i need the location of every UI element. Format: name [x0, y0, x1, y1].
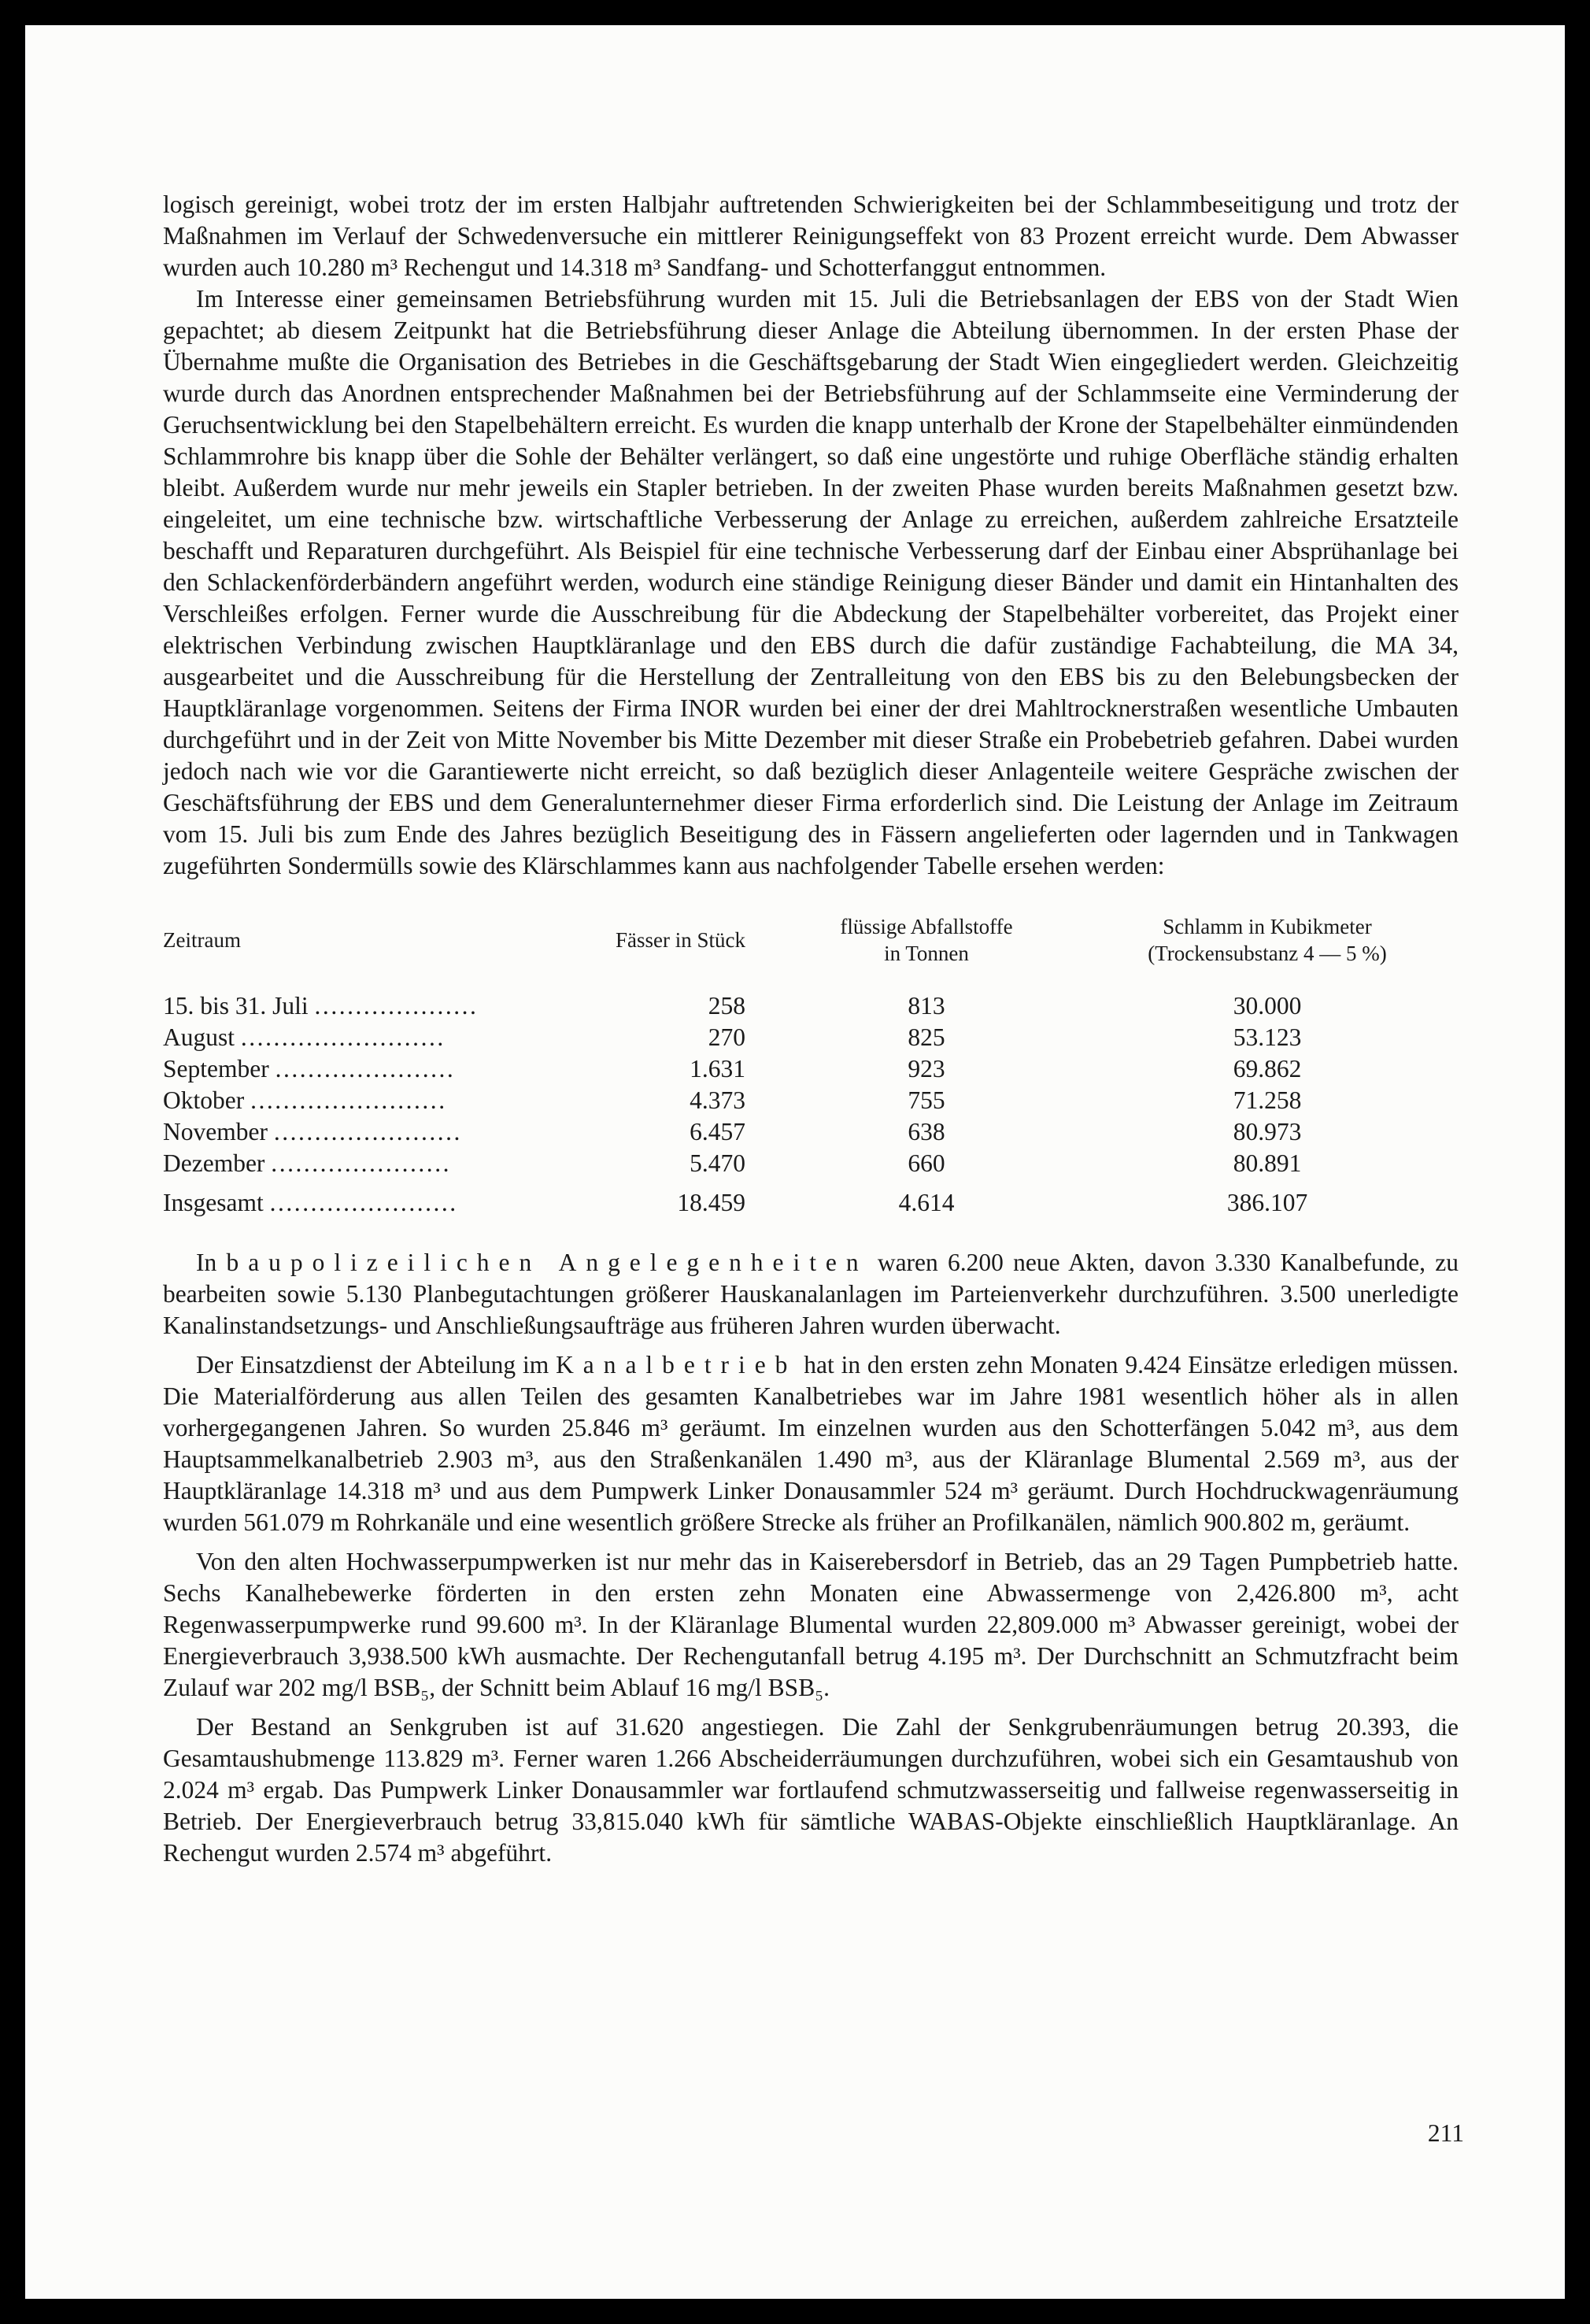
total-label: Insgesamt [163, 1189, 264, 1216]
header-schlamm [1076, 913, 1459, 967]
row-label: November [163, 1118, 268, 1145]
leader-dots: ...................... [271, 1149, 451, 1177]
cell-faesser: 258 [708, 992, 745, 1020]
cell-schlamm: 80.973 [1233, 1118, 1302, 1145]
paragraph-3 [163, 1247, 1459, 1341]
cell-schlamm: 71.258 [1233, 1086, 1302, 1114]
cell-faesser: 270 [708, 1023, 745, 1051]
cell-fluessig: 825 [908, 1023, 945, 1051]
cell-faesser: 1.631 [690, 1055, 745, 1082]
total-fluessig: 4.614 [898, 1189, 955, 1216]
leader-dots: ....................... [269, 1189, 458, 1216]
leader-dots: .................... [314, 992, 479, 1020]
cell-schlamm: 53.123 [1233, 1023, 1302, 1051]
cell-fluessig: 660 [908, 1149, 945, 1177]
page-number: 211 [1427, 2119, 1464, 2147]
header-fluessig-line1: flüssige Abfallstoffe [840, 915, 1013, 938]
paragraph-5: Von den alten Hochwasserpumpwerken ist nur mehr das in Kaiserebersdorf in Betrieb, das an 29 Tagen Pumpbetrieb hatte. Sechs Kanalhebewerke förderten in den ersten zehn Monaten eine Abwassermenge von 2,426.800 m³, acht Regenwasserpumpwerke rund 99.600 m³. In der Kläranlage Blumental wurden 22,809.000 m³ Abwasser gereinigt, wobei der Energieverbrauch 3,938.500 kWh ausmachte. Der Rechengutanfall betrug 4.195 m³. Der Durchschnitt an Schmutzfracht beim Zulauf war 202 mg/l BSB₅, der Schnitt beim Ablauf 16 mg/l BSB₅. [163, 1548, 1459, 1701]
cell-fluessig: 638 [908, 1118, 945, 1145]
table-row [163, 990, 1459, 1022]
cell-fluessig: 813 [908, 992, 945, 1020]
total-faesser: 18.459 [677, 1189, 745, 1216]
leader-dots: ........................ [250, 1086, 447, 1114]
table-row [163, 1116, 1459, 1148]
paragraph-6: Der Bestand an Senkgruben ist auf 31.620 angestiegen. Die Zahl der Senkgrubenräumungen betrug 20.393, die Gesamtaushubmenge 113.829 m³. Ferner waren 1.266 Abscheiderräumungen durchzuführen, wobei sich ein Gesamtaushub von 2.024 m³ ergab. Das Pumpwerk Linker Donausammler war fortlaufend schmutzwasserseitig und fallweise regenwasserseitig in Betrieb. Der Energieverbrauch betrug 33,815.040 kWh für sämtliche WABAS-Objekte einschließlich Hauptkläranlage. An Rechengut wurden 2.574 m³ abgeführt. [163, 1713, 1459, 1867]
disposal-table [163, 913, 1459, 1219]
header-faesser: Fässer in Stück [616, 928, 745, 952]
header-schlamm-line2: (Trockensubstanz 4 — 5 %) [1148, 942, 1387, 965]
cell-schlamm: 69.862 [1233, 1055, 1302, 1082]
row-label: August [163, 1023, 235, 1051]
paragraph-4 [163, 1349, 1459, 1538]
table-row [163, 1053, 1459, 1085]
header-fluessig [777, 913, 1076, 967]
cell-fluessig: 923 [908, 1055, 945, 1082]
p3-pre: In [196, 1249, 217, 1276]
paragraph-1: logisch gereinigt, wobei trotz der im ersten Halbjahr auftretenden Schwierigkeiten bei der Schlammbeseitigung und trotz der Maßnahmen im Verlauf der Schwedenversuche ein mittlerer Reinigungseffekt von 83 Prozent erreicht wurde. Dem Abwasser wurden auch 10.280 m³ Rechengut und 14.318 m³ Sandfang- und Schotterfanggut entnommen. [163, 191, 1459, 281]
header-zeitraum: Zeitraum [163, 928, 241, 952]
p3-rest: waren 6.200 neue Akten, davon 3.330 Kanalbefunde, zu bearbeiten sowie 5.130 Planbegutachtungen größerer Hauskanalanlagen im Parteienverkehr durchzuführen. 3.500 unerledigte Kanalinstandsetzungs- und Anschließungsaufträge aus früheren Jahren wurden überwacht. [163, 1249, 1459, 1339]
table-total-row [163, 1179, 1459, 1219]
row-label: Dezember [163, 1149, 265, 1177]
paragraph-2: Im Interesse einer gemeinsamen Betriebsführung wurden mit 15. Juli die Betriebsanlagen der EBS von der Stadt Wien gepachtet; ab diesem Zeitpunkt hat die Betriebsführung dieser Anlage die Abteilung übernommen. In der ersten Phase der Übernahme mußte die Organisation des Betriebes in die Geschäftsgebarung der Stadt Wien eingegliedert werden. Gleichzeitig wurde durch das Anordnen entsprechender Maßnahmen bei der Betriebsführung auf der Schlammseite eine Verminderung der Geruchsentwicklung bei den Stapelbehältern erreicht. Es wurden die knapp unterhalb der Krone der Stapelbehälter einmündenden Schlammrohre bis knapp über die Sohle der Behälter verlängert, so daß eine ungestörte und ruhige Oberfläche ständig erhalten bleibt. Außerdem wurde nur mehr jeweils ein Stapler betrieben. In der zweiten Phase wurden bereits Maßnahmen gesetzt bzw. eingeleitet, um eine technische bzw. wirtschaftliche Verbesserung der Anlage zu erreichen, außerdem zahlreiche Ersatzteile beschafft und Reparaturen durchgeführt. Als Beispiel für eine technische Verbesserung darf der Einbau einer Absprühanlage bei den Schlackenförderbändern angeführt werden, wodurch eine ständige Reinigung dieser Bänder und damit ein Hintanhalten des Verschleißes erfolgen. Ferner wurde die Ausschreibung für die Abdeckung der Stapelbehälter vorbereitet, das Projekt einer elektrischen Verbindung zwischen Hauptkläranlage und den EBS durch die dafür zuständige Fachabteilung, die MA 34, ausgearbeitet und die Ausschreibung für die Herstellung der Zentralleitung von den EBS bis zu den Belebungsbecken der Hauptkläranlage vorgenommen. Seitens der Firma INOR wurden bei einer der drei Mahltrocknerstraßen wesentliche Umbauten durchgeführt und in der Zeit von Mitte November bis Mitte Dezember mit dieser Straße ein Probebetrieb gefahren. Dabei wurden jedoch nach wie vor die Garantiewerte nicht erreicht, so daß bezüglich dieser Anlagenteile weitere Gespräche zwischen der Geschäftsführung der EBS und dem Generalunternehmer dieser Firma erforderlich sind. Die Leistung der Anlage im Zeitraum vom 15. Juli bis zum Ende des Jahres bezüglich Beseitigung des in Fässern angelieferten oder lagernden und in Tankwagen zugeführten Sondermülls sowie des Klärschlammes kann aus nachfolgender Tabelle ersehen werden: [163, 285, 1459, 879]
table-header-row [163, 913, 1459, 967]
leader-dots: ....................... [273, 1118, 462, 1145]
p4-pre: Der Einsatzdienst der Abteilung im [196, 1351, 549, 1378]
table-row [163, 1085, 1459, 1116]
cell-faesser: 5.470 [690, 1149, 745, 1177]
row-label: Oktober [163, 1086, 245, 1114]
p4-spaced-term: Kanalbetrieb [556, 1351, 797, 1378]
total-schlamm: 386.107 [1226, 1189, 1308, 1216]
cell-faesser: 4.373 [690, 1086, 745, 1114]
document-page [25, 25, 1565, 2299]
cell-schlamm: 30.000 [1233, 992, 1302, 1020]
header-schlamm-line1: Schlamm in Kubikmeter [1163, 915, 1372, 938]
table-row [163, 1148, 1459, 1179]
p3-spaced-term: baupolizeilichen Angelegenheiten [226, 1249, 868, 1276]
cell-schlamm: 80.891 [1233, 1149, 1302, 1177]
header-fluessig-line2: in Tonnen [884, 942, 969, 965]
table-row [163, 1022, 1459, 1053]
p4-rest: hat in den ersten zehn Monaten 9.424 Einsätze erledigen müssen. Die Materialförderung aus allen Teilen des gesamten Kanalbetriebes war im Jahre 1981 wesentlich höher als in allen vorhergegangenen Jahren. So wurden 25.846 m³ geräumt. Im einzelnen wurden aus den Schotterfängen 5.042 m³, aus dem Hauptsammelkanalbetrieb 2.903 m³, aus den Straßenkanälen 1.490 m³, aus der Kläranlage Blumental 2.569 m³, aus der Hauptkläranlage 14.318 m³ und aus dem Pumpwerk Linker Donausammler 524 m³ geräumt. Durch Hochdruckwagenräumung wurden 561.079 m Rohrkanäle und eine wesentlich größere Strecke als früher an Profilkanälen, nämlich 900.802 m, geräumt. [163, 1351, 1459, 1536]
row-label: September [163, 1055, 269, 1082]
body-text [163, 189, 1459, 1869]
leader-dots: ...................... [275, 1055, 456, 1082]
cell-fluessig: 755 [908, 1086, 945, 1114]
row-label: 15. bis 31. Juli [163, 992, 309, 1020]
cell-faesser: 6.457 [690, 1118, 745, 1145]
leader-dots: ......................... [240, 1023, 446, 1051]
